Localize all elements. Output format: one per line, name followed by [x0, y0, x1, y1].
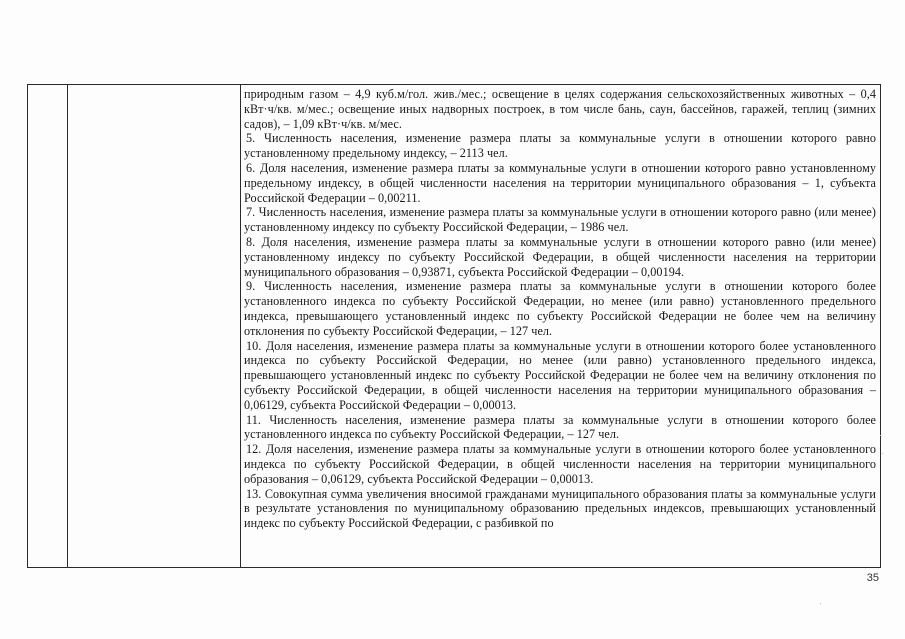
list-item-13: 13. Совокупная сумма увеличения вносимой гражданами муниципального образования платы за коммунальные услуги в результате установления по муниципальному образованию предельных индексов, превышающих установленный индекс по субъекту Российской Федерации, с разбивкой по — [244, 486, 876, 531]
list-item-12: 12. Доля населения, изменение размера платы за коммунальные услуги в отношении которого более установленного индекса по субъекту Российской Федерации, в общей численности населения на территории муниципального образования – 0,06129, субъекта Российской Федерации – 0,00013. — [244, 442, 876, 486]
column-divider-2 — [240, 85, 241, 567]
document-table — [27, 84, 881, 568]
list-item-9: 9. Численность населения, изменение размера платы за коммунальные услуги в отношении которого более установленного индекса по субъекту Российской Федерации, но менее (или равно) установленного предельного индекса, превышающего установленный индекс по субъекту Российской Федерации не более чем на величину отклонения по субъекту Российской Федерации, – 127 чел. — [244, 279, 876, 338]
continuation-paragraph: природным газом – 4,9 куб.м/гол. жив./мес.; освещение в целях содержания сельскохозяйственных животных – 0,4 кВт·ч/кв. м/мес.; освещение иных надворных построек, в том числе бань, саун, бассейнов, гаражей, теплиц (зимних садов), – 1,09 кВт·ч/кв. м/мес. — [244, 87, 876, 131]
list-item-6: 6. Доля населения, изменение размера платы за коммунальные услуги в отношении которого равно установленному предельному индексу, в общей численности населения на территории муниципального образования – 1, субъекта Российской Федерации – 0,00211. — [244, 160, 876, 205]
list-item-10: 10. Доля населения, изменение размера платы за коммунальные услуги в отношении которого более установленного индекса по субъекту Российской Федерации, но менее (или равно) установленного предельного индекса, превышающего установленный индекс по субъекту Российской Федерации не более чем на величину отклонения по субъекту Российской Федерации, в общей численности населения на территории муниципального образования – 0,06129, субъекта Российской Федерации – 0,00013. — [244, 338, 876, 412]
list-item-8: 8. Доля населения, изменение размера платы за коммунальные услуги в отношении которого равно (или менее) установленному индексу по субъекту Российской Федерации, в общей численности населения на территории муниципального образования – 0,93871, субъекта Российской Федерации – 0,00194. — [244, 234, 876, 279]
page-number: 35 — [866, 572, 879, 584]
column-divider-1 — [67, 85, 68, 567]
list-item-7: 7. Численность населения, изменение размера платы за коммунальные услуги в отношении которого равно (или менее) установленному индексу по субъекту Российской Федерации, – 1986 чел. — [244, 205, 876, 235]
list-item-5: 5. Численность населения, изменение размера платы за коммунальные услуги в отношении которого равно установленному предельному индексу, – 2113 чел. — [244, 131, 876, 161]
list-item-11: 11. Численность населения, изменение размера платы за коммунальные услуги в отношении которого более установленного индекса по субъекту Российской Федерации, – 127 чел. — [244, 412, 876, 442]
scan-speck — [882, 453, 883, 454]
scan-speck — [880, 435, 881, 436]
table-cell-content — [244, 87, 876, 565]
scan-speck — [820, 603, 821, 604]
